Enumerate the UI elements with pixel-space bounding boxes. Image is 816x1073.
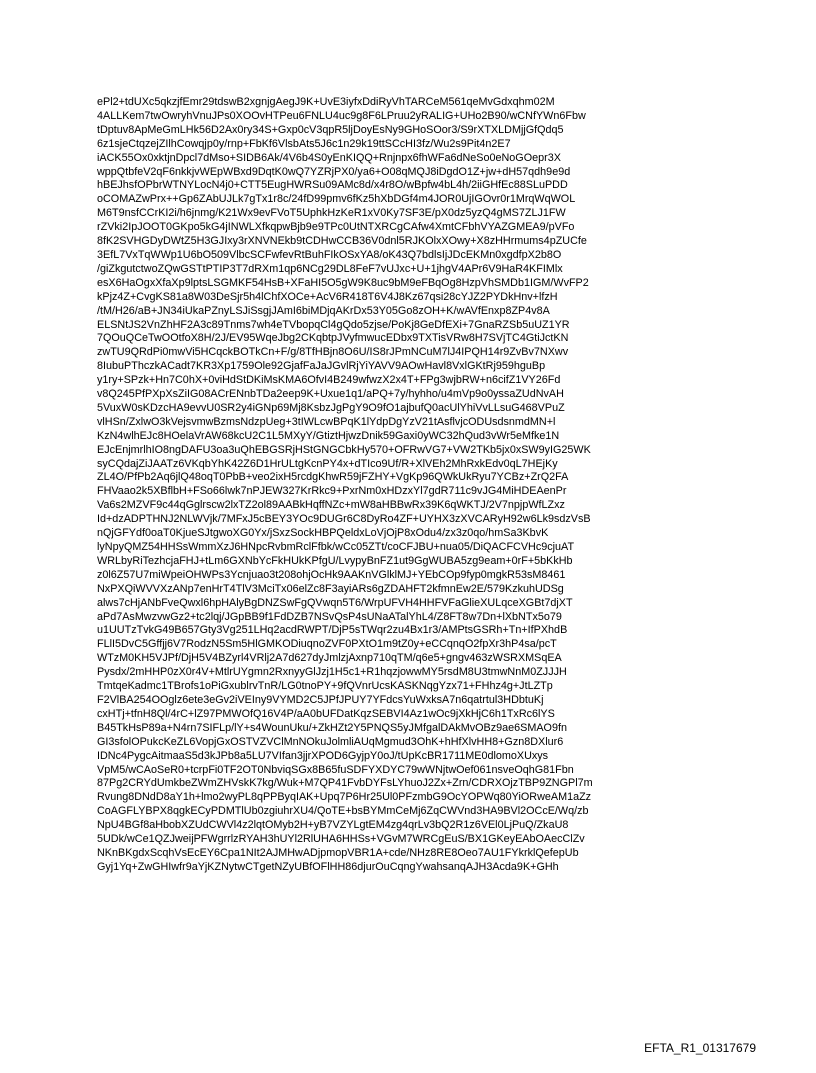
text-line: 6z1sjeCtqzejZIlhCowqjp0y/rnp+FbKf6VlsbAts5J6c1n29k19ttSCcHI3fz/Wu2s9Pit4n2E7 — [97, 137, 511, 150]
document-id-footer: EFTA_R1_01317679 — [644, 1041, 756, 1055]
text-line: Rvung8DNdD8aY1h+lmo2wyPL8qPPByqIAK+Upq7P6Hr25Ul0PFzmbG9OcYOPWq80YiORweAM1aZz — [97, 791, 592, 804]
text-line: F2VlBA254OOglz6ete3eGv2iVEIny9VYMD2C5JPfJPUY7YFdcsYuWxksA7n6qatrtul3HDbtuKj — [97, 693, 544, 706]
text-line: /giZkgutctwoZQwGSTtPTIP3T7dRXm1qp6NCg29DL8FeF7vUJxc+U+1jhgV4APr6V9HaR4KFIMlx — [97, 262, 563, 275]
text-line: ELSNtJS2VnZhHF2A3c89Tnms7wh4eTVbopqCl4gQdo5zjse/PoKj8GeDfEXi+7GnaRZSb5uUZ1YR — [97, 318, 570, 331]
text-line: 87Pg2CRYdUmkbeZWmZHVskK7kg/Wuk+M7QP41FvbDYFsLYhuoJ2Zx+Zrn/CDRXOjzTBP9ZNGPl7m — [97, 777, 593, 790]
text-line: WTzM0KH5VJPf/DjH5V4BZyrl4VRlj2A7d627dyJmlzjAxnp710qTM/q6e5+gngv463zWSRXMSqEA — [97, 652, 562, 665]
text-line: nQjGFYdf0oaT0KjueSJtgwoXG0Yx/jSxzSockHBPQeldxLoVjOjP8xOdu4/zx3z0qo/hmSa3KbvK — [97, 527, 549, 540]
text-line: z0l6Z57U7miWpeiOHWPs3Ycnjuao3t208ohjOcHk9AAKnVGlklMJ+YEbCOp9fyp0mgkR53sM8461 — [97, 568, 566, 581]
text-line: NKnBKgdxScqhVsEcEY6Cpa1NIt2AJMHwADjpmopVBR1A+cde/NHz8RE8Oeo7AU1FYkrklQefepUb — [97, 846, 579, 859]
text-line: alws7cHjANbFveQwxl6hpHAlyBgDNZSwFgQVwqn5T6/WrpUFVH4HHFVFaGlieXULqceXGBt7djXT — [97, 596, 573, 609]
text-line: CoAGFLYBPX8qgkECyPDMTlUb0zgiuhrXU4/QoTE+bsBYMmCeMj6ZqCWVnd3HA9BVl2OCcE/Wq/zb — [97, 805, 589, 818]
text-line: KzN4wlhEJc8HOelaVrAW68kcU2C1L5MXyY/GtiztHjwzDnik59Gaxi0yWC32hQud3vWr5eMfke1N — [97, 429, 560, 442]
text-line: Gyj1Yq+ZwGHIwfr9aYjKZNytwCTgetNZyUBfOFlHH86djurOuCqngYwahsanqAJH3Acda9K+GHh — [97, 860, 559, 873]
text-line: M6T9nsfCCrKI2i/h6jnmg/K21Wx9evFVoT5UphkHzKeR1xV0Ky7SF3E/pX0dz5yzQ4gMS7ZLJ1FW — [97, 207, 566, 220]
text-line: kPjz4Z+CvgKS81a8W03DeSjr5h4lChfXOCe+AcV6R418T6V4J8Kz67qsi28cYJZ2PYDkHnv+lfzH — [97, 290, 558, 303]
text-line: 8fK2SVHGDyDWtZ5H3GJIxy3rXNVNEkb9tCDHwCCB36V0dnl5RJKOlxXOwy+X8zHHrmums4pZUCfe — [97, 235, 587, 248]
text-line: u1UUTzTvkG49B657Gty3Vg251LHq2acdRWPT/DjP5sTWqr2zu4Bx1r3/AMPtsGSRh+Tn+IfPXhdB — [97, 624, 568, 637]
text-line: ePl2+tdUXc5qkzjfEmr29tdswB2xgnjgAegJ9K+UvE3iyfxDdiRyVhTARCeM561qeMvGdxqhm02M — [97, 96, 555, 108]
text-line: /tM/H26/aB+JN34iUkaPZnyLSJiSsgjJAmI6biMDjqAKrDx53Y05Go8zOH+K/wAVfEnxp8ZP4v8A — [97, 304, 550, 317]
text-line: WRLbyRiTezhcjaFHJ+tLm6GXNbYcFkHUkKPfgU/LvypyBnFZ1ut9GgWUBA5zg9eam+0rF+5bKkHb — [97, 554, 573, 567]
text-line: hBEJhsfOPbrWTNYLocN4j0+CTT5EugHWRSu09AMc8d/x4r8O/wBpfw4bL4h/2iiGHfEc88SLuPDD — [97, 179, 568, 192]
text-line: TmtqeKadmc1TBrofs1oPiGxublrvTnR/LG0tnoPY+9fQVnrUcsKASKNqgYzx71+FHhz4g+JtLZTp — [97, 680, 553, 693]
text-line: syCQdajZiJAATz6VKqbYhK42Z6D1HrULtgKcnPY4x+dTIco9Uf/R+XlVEh2MhRxkEdv0qL7HEjKy — [97, 457, 558, 470]
text-line: Id+dzADPTHNJ2NLWVjk/7MFxJ5cBEY3YOc9DUGr6C8DyRo4ZF+UYHX3zXVCARyH92w6Lk9sdzVsB — [97, 513, 591, 526]
text-line: NpU4BGf8aHbobXZUdCWVl4z2lqtOMyb2H+yB7VZYLgtEM4zg4qrLv3bQ2R1z6VEl0LjPuQ/ZkaU8 — [97, 819, 569, 832]
text-line: VpM5/wCAoSeR0+tcrpFi0TF2OT0NbviqSGx8B65fuSDFYXDYC79wWNjtwOef061nsveOqhG81Fbn — [97, 763, 574, 776]
text-line: Pysdx/2mHHP0zX0r4V+MtlrUYgmn2RxnyyGlJzj1H5c1+R1hqzjowwMY5rsdM8U3tmwNnM0ZJJJH — [97, 666, 567, 679]
text-line: lyNpyQMZ54HHSsWmmXzJ6HNpcRvbmRclFfbk/wCc05ZTt/coCFJBU+nua05/DiQACFCVHc9cjuAT — [97, 541, 575, 553]
text-line: EJcEnjmrlhIO8ngDAFU3oa3uQhEBGSRjHStGNGCbkHy570+OFRwVG7+VW2TKb5jx0xSW9yIG25WK — [97, 443, 591, 456]
text-line: zwTU9QRdPi0mwVi5HCqckBOTkCn+F/g/8TfHBjn8O6U/IS8rJPmNCuM7lJ4IPQH14r9ZvBv7NXwv — [97, 346, 569, 359]
text-line: Va6s2MZVF9c44qGglrscw2lxTZ2ol89AABkHqffNZc+mW8aHBBwRx39K6qWKTJ/2V7npjpWfLZxz — [97, 499, 565, 512]
text-line: rZVki2IpJOOT0GKpo5kG4jINWLXfkqpwBjb9e9TPc0UtNTXRCgCAfw4XmtCFbhVYAZGMEA9/pVFo — [97, 221, 575, 234]
text-line: esX6HaOgxXfaXp9lptsLSGMKF54HsB+XFaHI5O5gW9K8uc9bM9eFBqOg8HzpVhSMDb1IGM/WvFP2 — [97, 276, 589, 289]
text-line: 8IubuPThczkACadt7KR3Xp1759Ole92GjafFaJaJGvlRjYiYAVV9AOwHavl8VxlGKtRj959hguBp — [97, 360, 546, 373]
text-line: 3EfL7VxTqWWp1U6bO509VlbcSCFwfevRtBuhFIkOSxYA8/oK43Q7bdlsIjJDcEKMn0xgdfpX2b8O — [97, 248, 562, 261]
text-line: B45TkHsP89a+N4rn7SIFLp/lY+s4WounUku/+ZkHZt2Y5PNQS5yJMfgalDAkMvOBz9ae6SMAO9fn — [97, 721, 567, 734]
encoded-text-block — [97, 96, 737, 875]
text-line: NxPXQiWVVXzANp7enHrT4TlV3MciTx06elZc8F3ayiARs6gZDAHFT2kfmnEw2E/579KzkuhUDSg — [97, 582, 564, 595]
text-line: v8Q245PfPXpXsZiIG08ACrENnbTDa2eep9K+Uxue1q1/aPQ+7y/hyhho/u4mVp9o0yssaZUdNvAH — [97, 388, 564, 401]
text-line: 5VuxW0sKDzcHA9evvU0SR2y4iGNp69Mj8KsbzJgPgY9O9fO1ajbufQ0acUlYhiVvLLsuG468VPuZ — [97, 401, 565, 414]
text-line: IDNc4PygcAitmaaS5d3kJPb8a5LU7VIfan3jjrXPOD6GyjpY0oJ/tUpKcBR1711ME0dlomoXUxys — [97, 749, 549, 762]
text-line: y1ry+SPzk+Hn7C0hX+0viHdStDKiMsKMA6OfvI4B249wfwzX2x4T+FPg3wjbRW+n6cifZ1VY26Fd — [97, 374, 561, 387]
text-line: FLlI5DvC5Gffjj6V7RodzN5Sm5HlGMKODiuqnoZVF0PXtO1m9tZ0y+eCCqnqO2fpXr3hP4sa/pcT — [97, 638, 557, 651]
text-line: ZL4O/PfPb2Aq6jlQ48oqT0PbB+veo2ixH5rcdgKhwR59jFZHY+VgKp96QWkUkRyu7YCBz+ZrQ2FA — [97, 471, 569, 484]
text-line: tDptuv8ApMeGmLHk56D2Ax0ry34S+Gxp0cV3qpR5ljDoyEsNy9GHoSOor3/S9rXTXLDMjjGfQdq5 — [97, 123, 564, 136]
text-line: FHVaao2k5XBflbH+FSo66lwk7nPJEW327KrRkc9+PxrNm0xHDzxYl7gdR711c9vJG4MiHDEAenPr — [97, 485, 567, 498]
text-line: oCOMAZwPrx++Gp6ZAbUJLk7gTx1r8c/24fD99pmv6fKz5hXbDGf4m4JOR0UjIGOvr0r1MrqWqWOL — [97, 193, 576, 206]
text-line: 5UDk/wCe1QZJweijPFWgrrlzRYAH3hUYl2RlUHA6HHSs+VGvM7WRCgEuS/BX1GKeyEAbOAecClZv — [97, 833, 585, 846]
text-line: iACK55Ox0xktjnDpcl7dMso+SIDB6Ak/4V6b4S0yEnKIQQ+Rnjnpx6fhWFa6dNeSo0eNoGOepr3X — [97, 151, 561, 164]
text-line: GI3sfolOPukcKeZL6VopjGxOSTVZVClMnNOkuJolmliAUqMgmud3OhK+hHfXlvHH8+Gzn8DXlur6 — [97, 735, 564, 748]
text-line: 4ALLKem7twOwryhVnuJPs0XOOvHTPeu6FNLU4uc9g8F6LPruu2yRALIG+UHo2B90/wCNfYWn6Fbw — [97, 109, 586, 122]
text-line: cxHTj+tfnH8Ql/4rC+lZ97PMWOfQ16V4P/aA0bUFDatKqzSEBVI4Az1wOc9jXkHjC6h1TxRc6lYS — [97, 707, 555, 720]
text-line: aPd7AsMwzvwGz2+tc2lqj/JGpBB9f1FdDZB7NSvQsP4sUNaATalYhL4/Z8FT8w7Dn+lXbNTx5o79 — [97, 610, 562, 623]
text-line: wppQtbfeV2qF6nkkjvWEpWBxd9DqtK0wQ7YZRjPX0/ya6+O08qMQJ8iDgdO1Z+jw+dH57qdh9e9d — [97, 165, 571, 178]
text-line: vlHSn/ZxlwO3kVejsvmwBzmsNdzpUeg+3tIWLcwBPqK1lYdpDgYzV21tAsflvjcODUsdsnmdMN+l — [97, 415, 556, 428]
text-line: 7QOuQCeTwOOtfoX8H/2J/EV95WqeJbg2CKqbtpJVyfmwucEDbx9TXTisVRw8H7SVjTC4GtiJctKN — [97, 332, 569, 345]
